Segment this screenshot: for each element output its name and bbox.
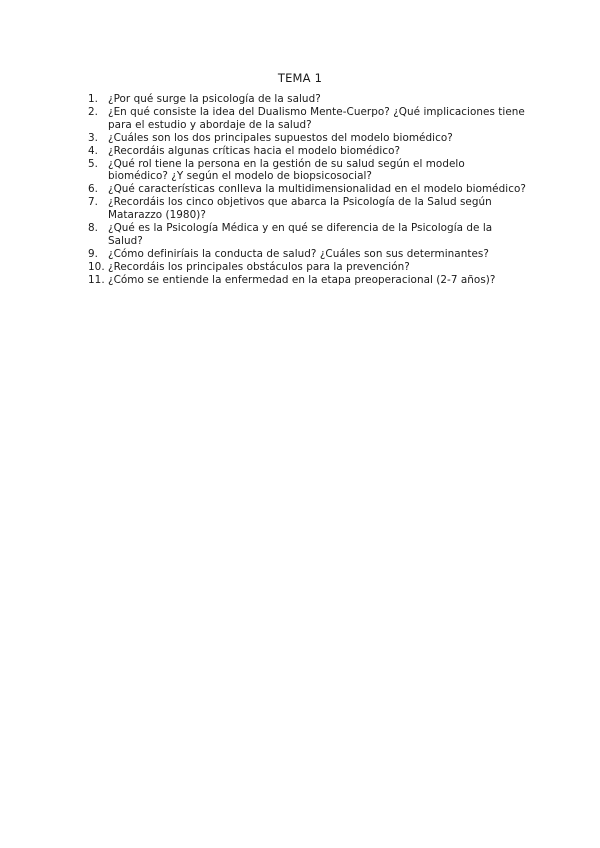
list-item — [88, 132, 528, 145]
question-list — [88, 93, 528, 287]
page-title: TEMA 1 — [277, 71, 323, 85]
list-item-number: 5. — [88, 157, 99, 170]
list-item-number: 9. — [88, 247, 99, 260]
list-item-text: ¿Cómo definiríais la conducta de salud? ¿Cuáles son sus determinantes? — [108, 247, 489, 260]
list-item — [88, 248, 528, 261]
list-item — [88, 106, 528, 132]
list-item-text: ¿Qué rol tiene la persona en la gestión de su salud según el modelo biomédico? ¿Y según el modelo de biopsicosocial? — [108, 157, 465, 183]
list-item — [88, 183, 528, 196]
list-item-number: 3. — [88, 131, 99, 144]
list-item — [88, 274, 528, 287]
list-item-text: ¿Qué es la Psicología Médica y en qué se diferencia de la Psicología de la Salud? — [108, 222, 493, 247]
list-item-text: ¿En qué consiste la idea del Dualismo Mente-Cuerpo? ¿Qué implicaciones tiene para el estudio y abordaje de la salud? — [108, 105, 525, 131]
list-item-number: 11. — [88, 273, 105, 286]
list-item-text: ¿Recordáis los principales obstáculos para la prevención? — [108, 260, 410, 273]
list-item — [88, 261, 528, 274]
list-item-text: ¿Cuáles son los dos principales supuestos del modelo biomédico? — [108, 131, 453, 144]
list-item-number: 10. — [88, 260, 105, 273]
list-item-number: 7. — [88, 196, 99, 209]
list-item — [88, 196, 528, 222]
list-item — [88, 158, 528, 184]
list-item-text: ¿Recordáis algunas críticas hacia el modelo biomédico? — [108, 144, 401, 157]
list-item-text: ¿Recordáis los cinco objetivos que abarca la Psicología de la Salud según Matarazzo (1980)? — [108, 196, 492, 222]
list-item-text: ¿Qué características conlleva la multidimensionalidad en el modelo biomédico? — [108, 183, 526, 196]
list-item-number: 6. — [88, 183, 99, 196]
list-item-text: ¿Por qué surge la psicología de la salud? — [108, 93, 321, 105]
list-item-number: 8. — [88, 222, 99, 235]
list-item-number: 4. — [88, 144, 99, 157]
list-item-text: ¿Cómo se entiende la enfermedad en la etapa preoperacional (2-7 años)? — [108, 273, 496, 286]
list-item-number: 2. — [88, 105, 99, 118]
list-item — [88, 93, 528, 106]
list-item — [88, 145, 528, 158]
list-item-number: 1. — [88, 93, 99, 105]
list-item — [88, 222, 528, 248]
